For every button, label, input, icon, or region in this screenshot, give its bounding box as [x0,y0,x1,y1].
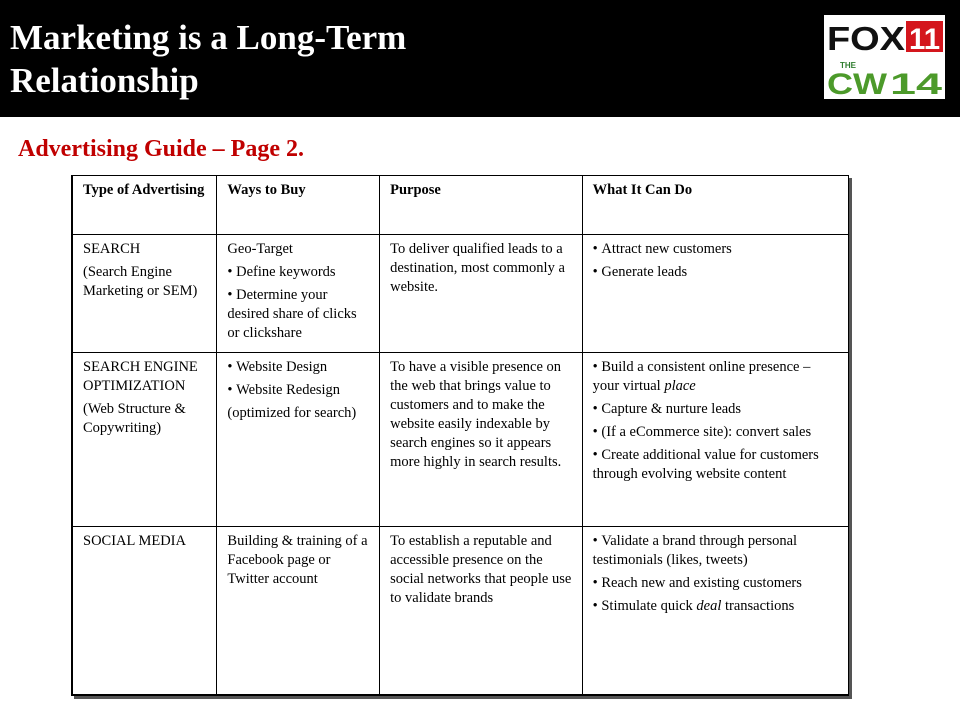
cell-ways [217,527,380,696]
list-item: • Validate a brand through personal testimonials (likes, tweets) [593,532,839,570]
station-logo [824,15,945,99]
cell-type [72,527,217,696]
purpose-text: To have a visible presence on the web that brings value to customers and to make the website easily indexable by search engines so it appears more highly in search results. [390,359,562,470]
fox11-cw14-logo-icon [824,15,945,99]
title-bar [0,0,960,117]
column-header-type: Type of Advertising [72,176,217,235]
cell-purpose [380,527,583,696]
list-item: • (If a eCommerce site): convert sales [593,423,839,442]
column-header-ways: Ways to Buy [217,176,380,235]
type-name: SEARCH [83,241,141,257]
ways-lead: Geo-Target [227,241,293,257]
table-row-seo [72,353,849,527]
advertising-guide-table [71,175,849,696]
cell-purpose [380,353,583,527]
table-header-row [72,176,849,235]
list-item: • Stimulate quick deal transactions [593,597,839,616]
cell-can-do [582,527,848,696]
svg-text:CW: CW [827,68,888,99]
type-detail: (Web Structure & Copywriting) [83,401,186,436]
type-name: SEARCH ENGINE OPTIMIZATION [83,359,198,394]
ways-note: (optimized for search) [227,405,357,421]
list-item: • Website Design [227,358,370,377]
list-item: • Website Redesign [227,381,370,400]
type-detail: (Search Engine Marketing or SEM) [83,264,198,299]
slide-title-line-2: Relationship [10,61,199,100]
list-item: • Reach new and existing customers [593,574,839,593]
svg-text:11: 11 [909,23,940,56]
cell-type [72,353,217,527]
column-header-can-do: What It Can Do [582,176,848,235]
slide-title-line-1: Marketing is a Long-Term [10,18,407,57]
svg-text:FOX: FOX [827,20,905,57]
cell-purpose [380,235,583,353]
purpose-text: To establish a reputable and accessible presence on the social networks that people use to validate brands [390,533,572,606]
ways-text: Building & training of a Facebook page or Twitter account [227,533,368,587]
purpose-text: To deliver qualified leads to a destination, most commonly a website. [390,241,565,295]
slide-title [10,16,406,102]
list-item: • Create additional value for customers through evolving website content [593,446,839,484]
list-item: • Attract new customers [593,240,839,259]
cell-ways [217,353,380,527]
table-row-search [72,235,849,353]
list-item: • Define keywords [227,263,370,282]
list-item: • Capture & nurture leads [593,400,839,419]
list-item: • Determine your desired share of clicks or clickshare [227,286,370,343]
cell-can-do [582,235,848,353]
svg-text:THE: THE [840,61,856,70]
cell-type [72,235,217,353]
type-name: SOCIAL MEDIA [83,533,186,549]
list-item: • Build a consistent online presence – your virtual place [593,358,839,396]
cell-ways [217,235,380,353]
table-row-social-media [72,527,849,696]
svg-text:14: 14 [890,68,943,99]
column-header-purpose: Purpose [380,176,583,235]
page-subtitle: Advertising Guide – Page 2. [18,136,304,162]
cell-can-do [582,353,848,527]
list-item: • Generate leads [593,263,839,282]
